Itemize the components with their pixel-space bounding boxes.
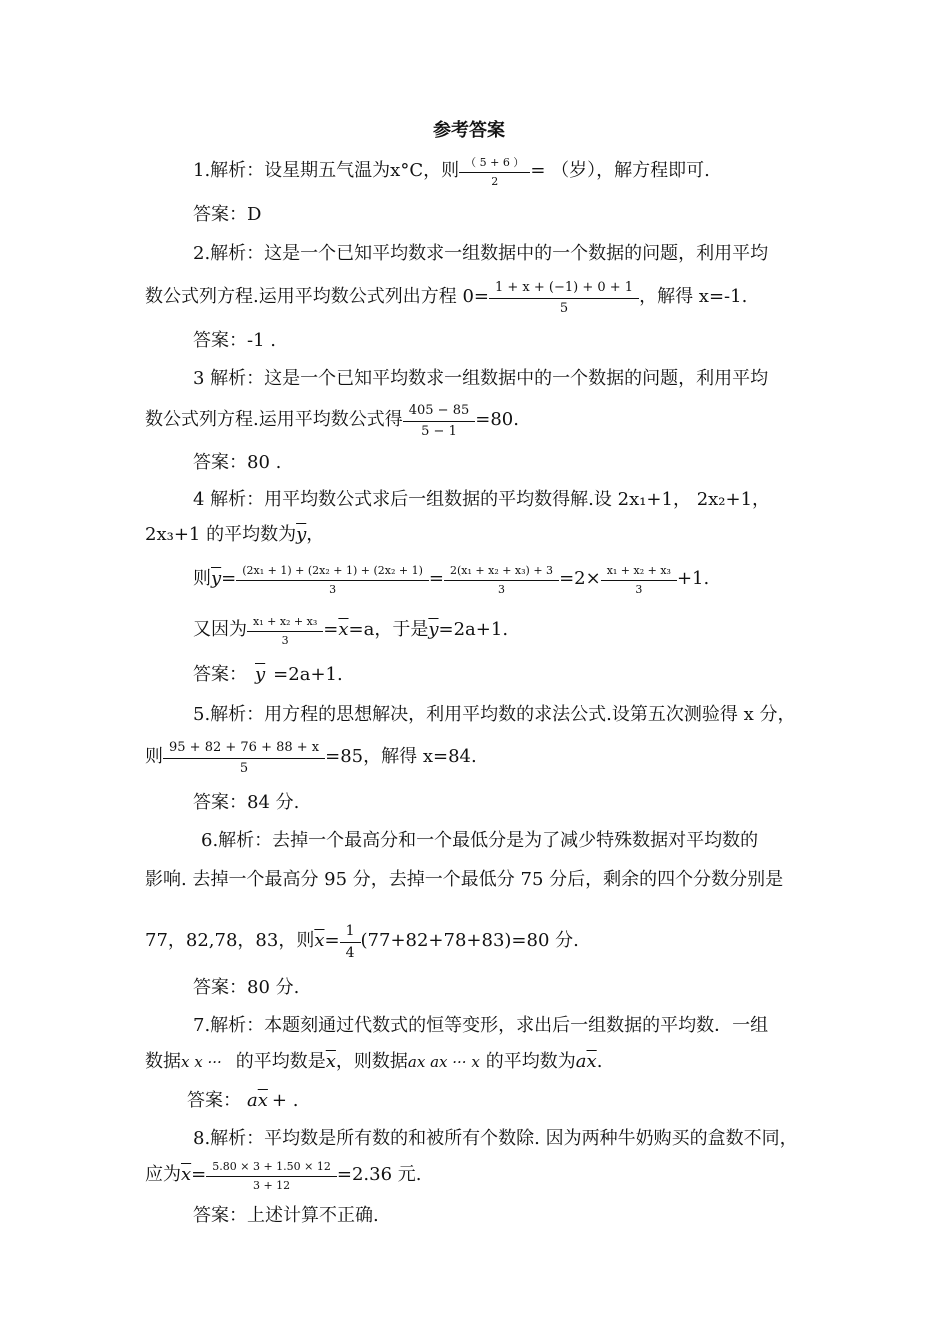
page-title: 参考答案 — [433, 120, 505, 141]
q4-text-2a: 2x₃+1 的平均数为 — [145, 524, 297, 545]
q4-text-2b: ， — [306, 524, 325, 545]
q2-line1: 2.解析：这是一个已知平均数求一组数据中的一个数据的问题，利用平均 — [193, 243, 769, 264]
q4-tail: +1. — [676, 568, 710, 589]
q4-fraction-4-num: x₁ + x₂ + x₃ — [253, 614, 318, 628]
q8-line2 — [145, 1159, 422, 1192]
q4-fraction-2-num: 2(x₁ + x₂ + x₃) + 3 — [450, 563, 554, 577]
q2-fraction-num: 1 + x + (−1) + 0 + 1 — [494, 279, 634, 295]
q3-fraction-num: 405 − 85 — [408, 402, 470, 418]
q1-line — [193, 155, 710, 188]
q4-text-3pre: 则 — [193, 568, 211, 589]
q2-answer: 答案：-1 . — [193, 330, 276, 351]
q4-eq: = — [221, 568, 237, 589]
q2-text-b: ，解得 x=-1. — [639, 286, 748, 307]
q8-fraction — [209, 1160, 334, 1193]
q4-fraction-3-den: 3 — [601, 580, 677, 597]
q7-answer-xbar: $\overline{x}$ — [257, 1090, 268, 1111]
q7-answer — [187, 1088, 298, 1114]
q6-answer: 答案：80 分. — [193, 977, 300, 998]
q8-xbar: $\overline{x}$ — [181, 1164, 192, 1185]
q4-answer-pre: 答案： — [193, 664, 247, 685]
q4-ybar-3: $\overline{y}$ — [428, 619, 439, 640]
q3-fraction-den: 5 − 1 — [403, 421, 476, 440]
q8-line1: 8.解析：平均数是所有数的和被所有个数除. 因为两种牛奶购买的盒数不同， — [193, 1128, 798, 1149]
q4-text-4b: =a，于是 — [348, 619, 429, 640]
q3-line2 — [145, 402, 519, 439]
q6-line2: 影响. 去掉一个最高分 95 分，去掉一个最低分 75 分后，剩余的四个分数分别是 — [145, 869, 784, 890]
q6-line1: 6.解析：去掉一个最高分和一个最低分是为了减少特殊数据对平均数的 — [201, 830, 759, 851]
q4-fraction-4 — [250, 615, 320, 648]
q6-xbar: $\overline{x}$ — [314, 930, 325, 951]
q7-answer-post: + . — [271, 1090, 299, 1111]
q4-eq-2: = — [428, 568, 444, 589]
q3-answer: 答案：80 . — [193, 452, 282, 473]
q7-answer-pre: 答案： — [187, 1090, 241, 1111]
q4-fraction-3-num: x₁ + x₂ + x₃ — [606, 563, 671, 577]
q2-line2 — [145, 279, 748, 316]
q4-ybar: $\overline{y}$ — [296, 524, 307, 545]
q4-answer-post: =2a+1. — [273, 664, 343, 685]
q7-text-d: 的平均数为 — [485, 1051, 576, 1072]
q5-text-a: 则 — [145, 746, 163, 767]
q7-xbar: $\overline{x}$ — [325, 1051, 336, 1072]
q4-text-4pre: 又因为 — [193, 619, 247, 640]
q4-fraction-3 — [604, 564, 674, 597]
q5-fraction-num: 95 + 82 + 76 + 88 + x — [169, 739, 320, 755]
q1-fraction-num: （ 5 + 6 ） — [465, 155, 525, 169]
q4-fraction-2-den: 3 — [444, 580, 559, 597]
q1-fraction — [462, 156, 527, 189]
q7-line1: 7.解析：本题刻通过代数式的恒等变形，求出后一组数据的平均数．一组 — [193, 1015, 769, 1036]
q4-xbar: $\overline{x}$ — [338, 619, 349, 640]
q7-ax-xbar: $\overline{x}$ — [586, 1051, 597, 1072]
q3-fraction — [406, 403, 473, 440]
q5-text-b: =85，解得 x=84. — [325, 746, 477, 767]
q3-line1: 3 解析：这是一个已知平均数求一组数据中的一个数据的问题，利用平均 — [193, 368, 769, 389]
q8-fraction-num: 5.80 × 3 + 1.50 × 12 — [212, 1159, 331, 1173]
q6-text-b: (77+82+78+83)=80 分. — [360, 930, 579, 951]
q7-text-a: 数据 — [145, 1051, 181, 1072]
q4-line4 — [193, 614, 509, 647]
q7-answer-a: a — [247, 1090, 258, 1111]
q1-fraction-den: 2 — [459, 172, 530, 189]
q8-fraction-den: 3 + 12 — [206, 1176, 337, 1193]
q8-text-b: =2.36 元. — [336, 1164, 422, 1185]
q8-eq: = — [191, 1164, 207, 1185]
q7-text-b: 的平均数是 — [235, 1051, 326, 1072]
q4-fraction-1-den: 3 — [236, 580, 429, 597]
q1-text-a: 1.解析：设星期五气温为x°C，则 — [193, 160, 460, 181]
q4-fraction-4-den: 3 — [247, 631, 323, 648]
q4-line2 — [145, 522, 324, 548]
q4-answer — [193, 662, 343, 688]
q4-fraction-1 — [239, 564, 426, 597]
q1-text-b: = （岁），解方程即可. — [530, 160, 710, 181]
q7-vars-1: x x ··· — [181, 1053, 222, 1071]
q4-text-4mid: = — [323, 619, 339, 640]
q3-text-a: 数公式列方程.运用平均数公式得 — [145, 409, 403, 430]
q3-text-b: =80. — [475, 409, 519, 430]
q6-line3 — [145, 922, 579, 961]
q7-text-e: . — [596, 1051, 603, 1072]
q5-fraction-den: 5 — [163, 758, 325, 777]
q2-text-a: 数公式列方程.运用平均数公式列出方程 0= — [145, 286, 489, 307]
q1-answer: 答案：D — [193, 204, 262, 225]
q8-answer: 答案：上述计算不正确. — [193, 1205, 379, 1226]
q4-line3 — [193, 563, 710, 596]
q4-line1: 4 解析：用平均数公式求后一组数据的平均数得解.设 2x₁+1， 2x₂+1， — [193, 489, 771, 510]
q4-mid: =2× — [559, 568, 601, 589]
q8-text-a: 应为 — [145, 1164, 181, 1185]
q2-fraction — [492, 280, 636, 317]
q4-text-4c: =2a+1. — [438, 619, 509, 640]
q6-text-a: 77，82,78，83，则 — [145, 930, 315, 951]
q7-vars-2: ax ax ··· x — [407, 1053, 480, 1071]
q6-fraction-den: 4 — [340, 942, 361, 962]
q7-text-c: ，则数据 — [335, 1051, 408, 1072]
q5-line1: 5.解析：用方程的思想解决，利用平均数的求法公式.设第五次测验得 x 分， — [193, 704, 796, 725]
q5-line2 — [145, 739, 477, 776]
q6-fraction — [343, 923, 358, 962]
q7-a: a — [575, 1051, 587, 1072]
q4-answer-ybar: $\overline{y}$ — [255, 664, 266, 685]
q4-fraction-2 — [447, 564, 556, 597]
q4-ybar-2: $\overline{y}$ — [211, 568, 222, 589]
q4-fraction-1-num: (2x₁ + 1) + (2x₂ + 1) + (2x₂ + 1) — [242, 563, 423, 577]
q6-eq: = — [324, 930, 340, 951]
q5-answer: 答案：84 分. — [193, 792, 300, 813]
q7-line2 — [145, 1049, 602, 1075]
q2-fraction-den: 5 — [489, 298, 639, 317]
q5-fraction — [166, 740, 322, 777]
q6-fraction-num: 1 — [345, 922, 355, 939]
